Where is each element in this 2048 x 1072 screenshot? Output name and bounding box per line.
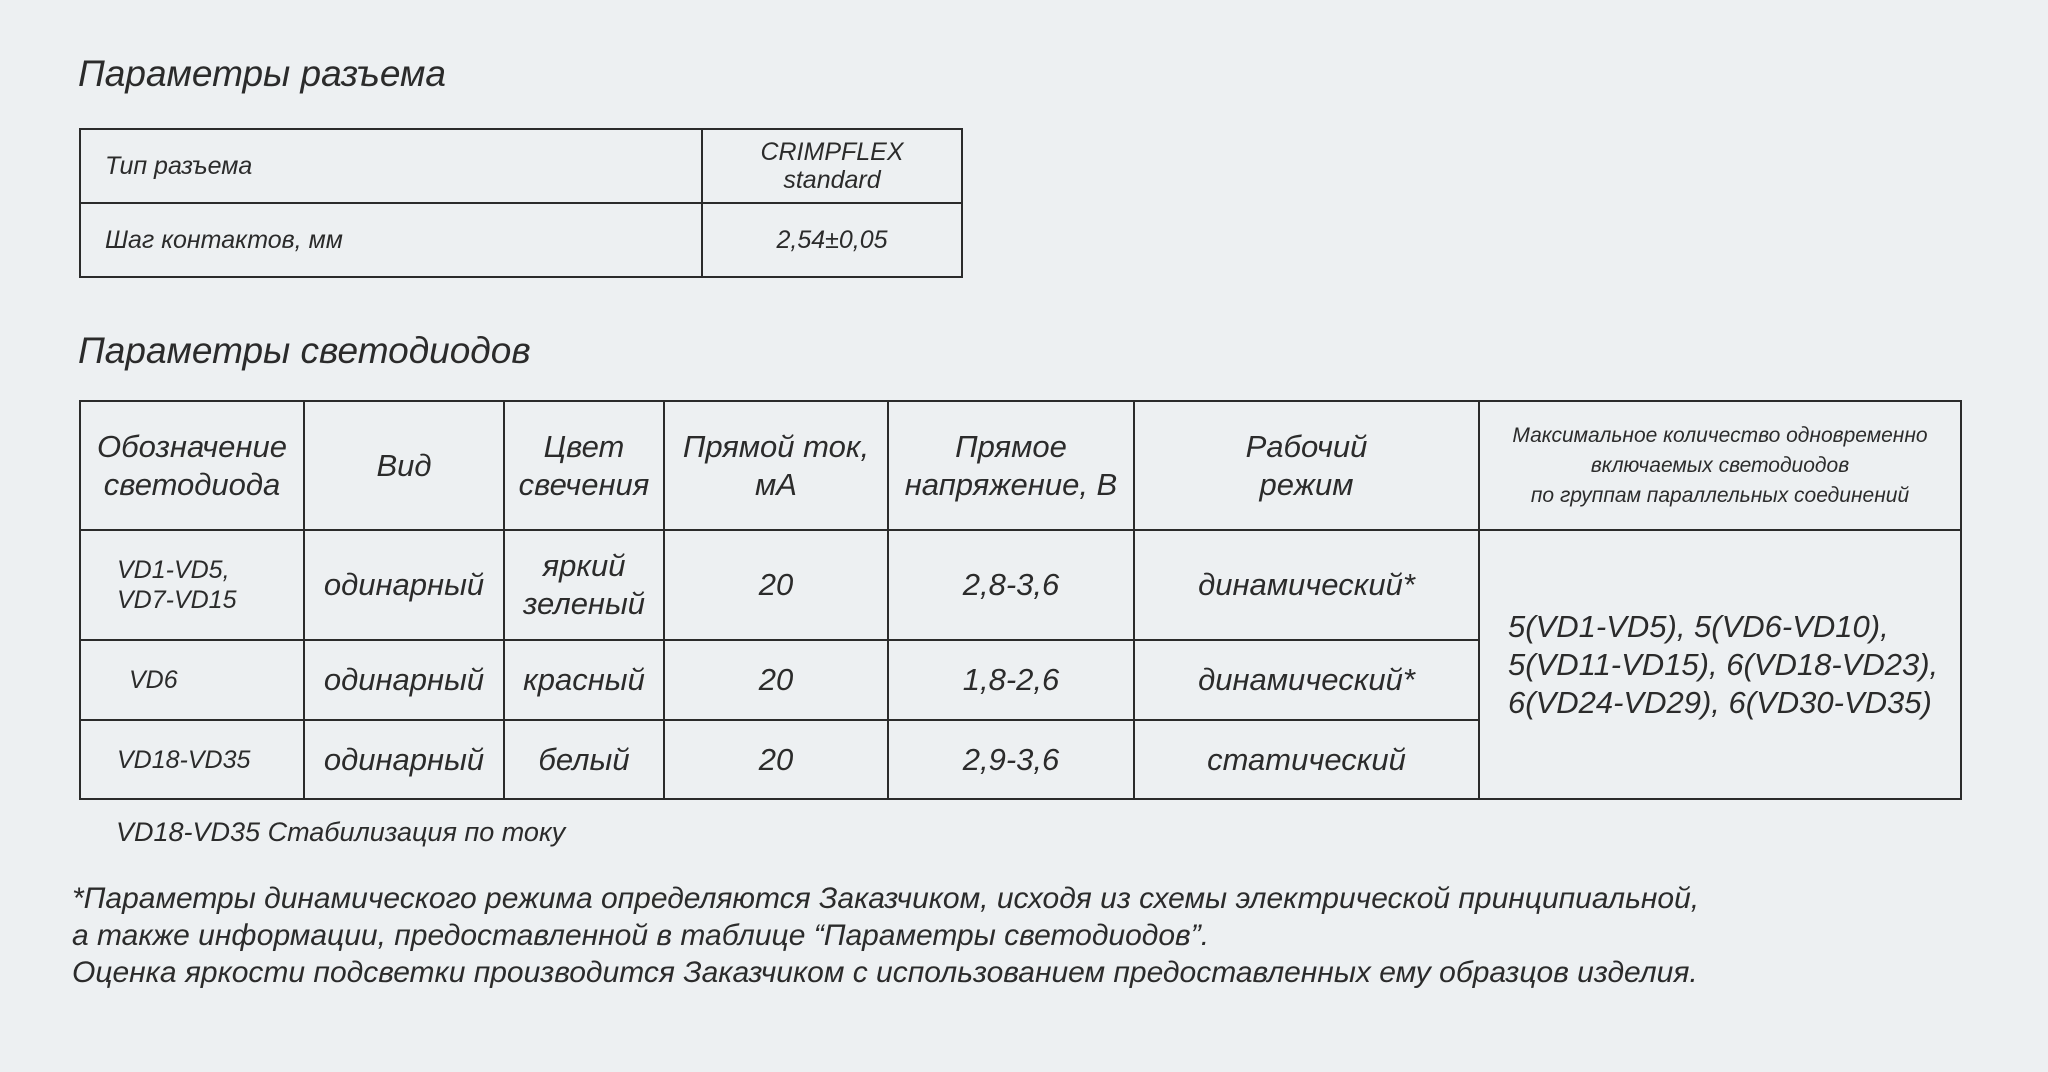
table-row bbox=[80, 129, 962, 203]
contact-pitch-label: Шаг контактов, мм bbox=[80, 203, 702, 277]
connector-params-table bbox=[79, 128, 963, 278]
footnotes bbox=[72, 880, 1699, 991]
current-cell: 20 bbox=[664, 720, 888, 799]
footnote-line: а также информации, предоставленной в таблице “Параметры светодиодов”. bbox=[72, 919, 1210, 952]
type-cell: одинарный bbox=[304, 720, 504, 799]
table-row bbox=[80, 530, 1961, 640]
connector-type-label: Тип разъема bbox=[80, 129, 702, 203]
header-current: Прямой ток, мА bbox=[664, 401, 888, 530]
contact-pitch-value: 2,54±0,05 bbox=[702, 203, 962, 277]
type-cell: одинарный bbox=[304, 640, 504, 720]
mode-cell: динамический* bbox=[1134, 640, 1479, 720]
header-color: Цвет свечения bbox=[504, 401, 664, 530]
leds-section-title: Параметры светодиодов bbox=[78, 330, 531, 371]
footnote-line: *Параметры динамического режима определяются Заказчиком, исходя из схемы электрической принципиальной, bbox=[72, 882, 1700, 915]
current-cell: 20 bbox=[664, 640, 888, 720]
mode-cell: динамический* bbox=[1134, 530, 1479, 640]
table-header-row bbox=[80, 401, 1961, 530]
color-cell: белый bbox=[504, 720, 664, 799]
header-max-count: Максимальное количество одновременно включаемых светодиодов по группам параллельных соединений bbox=[1479, 401, 1961, 530]
designation-cell: VD1-VD5, VD7-VD15 bbox=[80, 530, 304, 640]
type-cell: одинарный bbox=[304, 530, 504, 640]
max-count-cell: 5(VD1-VD5), 5(VD6-VD10), 5(VD11-VD15), 6(VD18-VD23), 6(VD24-VD29), 6(VD30-VD35) bbox=[1479, 530, 1961, 799]
connector-section-title: Параметры разъема bbox=[78, 53, 446, 94]
color-cell: яркий зеленый bbox=[504, 530, 664, 640]
current-cell: 20 bbox=[664, 530, 888, 640]
mode-cell: статический bbox=[1134, 720, 1479, 799]
stabilization-note: VD18-VD35 Стабилизация по току bbox=[116, 817, 566, 847]
led-params-table bbox=[79, 400, 1962, 800]
voltage-cell: 2,8-3,6 bbox=[888, 530, 1134, 640]
header-voltage: Прямое напряжение, В bbox=[888, 401, 1134, 530]
table-row bbox=[80, 203, 962, 277]
header-mode: Рабочий режим bbox=[1134, 401, 1479, 530]
voltage-cell: 1,8-2,6 bbox=[888, 640, 1134, 720]
color-cell: красный bbox=[504, 640, 664, 720]
footnote-line: Оценка яркости подсветки производится Заказчиком с использованием предоставленных ему образцов изделия. bbox=[72, 956, 1698, 989]
connector-type-value: CRIMPFLEX standard bbox=[702, 129, 962, 203]
header-type: Вид bbox=[304, 401, 504, 530]
header-designation: Обозначение светодиода bbox=[80, 401, 304, 530]
voltage-cell: 2,9-3,6 bbox=[888, 720, 1134, 799]
designation-cell: VD6 bbox=[80, 640, 304, 720]
designation-cell: VD18-VD35 bbox=[80, 720, 304, 799]
